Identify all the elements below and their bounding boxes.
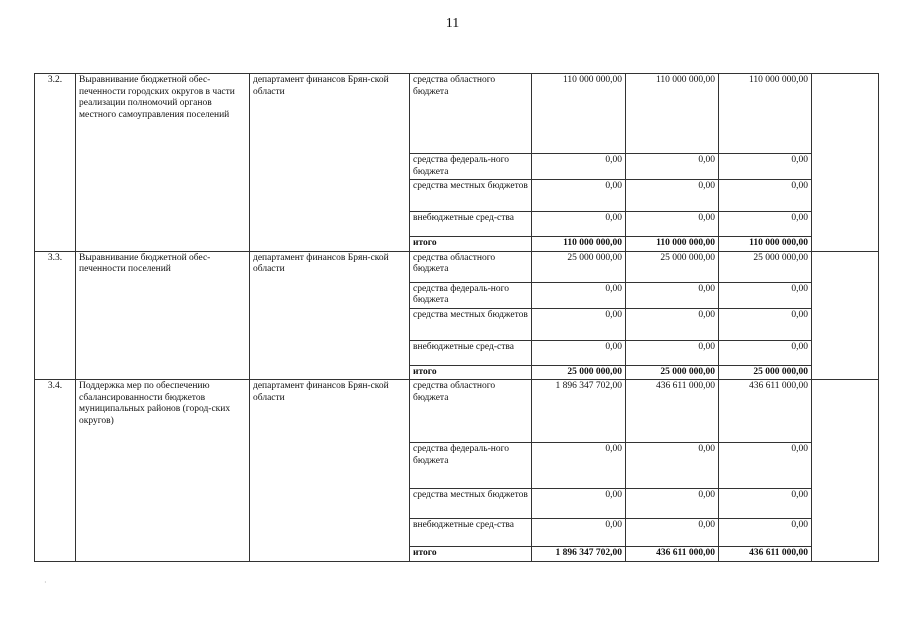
total-amount: 1 896 347 702,00 — [532, 547, 626, 562]
amount-cell: 0,00 — [719, 443, 812, 489]
amount-cell: 110 000 000,00 — [626, 74, 719, 154]
page-number: 11 — [445, 16, 460, 31]
amount-cell: 436 611 000,00 — [626, 380, 719, 443]
source-label: средства местных бюджетов — [410, 308, 532, 340]
empty-cell — [812, 74, 879, 252]
amount-cell: 0,00 — [719, 340, 812, 365]
source-label: внебюджетные сред-ства — [410, 519, 532, 547]
source-label: средства областного бюджета — [410, 251, 532, 282]
total-amount: 25 000 000,00 — [626, 365, 719, 380]
total-amount: 110 000 000,00 — [626, 237, 719, 252]
amount-cell: 110 000 000,00 — [719, 74, 812, 154]
amount-cell: 0,00 — [532, 340, 626, 365]
source-label: средства местных бюджетов — [410, 489, 532, 519]
source-label: средства федераль-ного бюджета — [410, 282, 532, 308]
total-amount: 25 000 000,00 — [719, 365, 812, 380]
amount-cell: 0,00 — [719, 282, 812, 308]
amount-cell: 0,00 — [626, 180, 719, 212]
amount-cell: 25 000 000,00 — [719, 251, 812, 282]
source-label: средства федераль-ного бюджета — [410, 443, 532, 489]
amount-cell: 0,00 — [532, 154, 626, 180]
source-label: средства областного бюджета — [410, 74, 532, 154]
total-label: итого — [410, 547, 532, 562]
amount-cell: 0,00 — [719, 180, 812, 212]
source-label: средства местных бюджетов — [410, 180, 532, 212]
amount-cell: 0,00 — [532, 180, 626, 212]
amount-cell: 0,00 — [719, 154, 812, 180]
table-row — [35, 380, 879, 443]
amount-cell: 0,00 — [626, 443, 719, 489]
source-label: внебюджетные сред-ства — [410, 212, 532, 237]
source-label: средства федераль-ного бюджета — [410, 154, 532, 180]
item-name: Выравнивание бюджетной обес-печенности поселений — [76, 251, 250, 380]
item-name: Поддержка мер по обеспечению сбалансированности бюджетов муниципальных районов (город-ских округов) — [76, 380, 250, 562]
item-number: 3.4. — [35, 380, 76, 562]
amount-cell: 0,00 — [532, 519, 626, 547]
empty-cell — [812, 251, 879, 380]
item-name: Выравнивание бюджетной обес-печенности городских округов в части реализации полномочий органов местного самоуправления поселений — [76, 74, 250, 252]
total-amount: 110 000 000,00 — [532, 237, 626, 252]
total-amount: 110 000 000,00 — [719, 237, 812, 252]
amount-cell: 0,00 — [626, 308, 719, 340]
total-amount: 25 000 000,00 — [532, 365, 626, 380]
total-amount: 436 611 000,00 — [719, 547, 812, 562]
amount-cell: 25 000 000,00 — [532, 251, 626, 282]
amount-cell: 0,00 — [532, 282, 626, 308]
table-row — [35, 74, 879, 154]
amount-cell: 0,00 — [626, 282, 719, 308]
amount-cell: 0,00 — [719, 489, 812, 519]
amount-cell: 0,00 — [626, 212, 719, 237]
item-executor: департамент финансов Брян-ской области — [250, 380, 410, 562]
budget-table — [34, 73, 879, 562]
amount-cell: 1 896 347 702,00 — [532, 380, 626, 443]
item-number: 3.3. — [35, 251, 76, 380]
amount-cell: 0,00 — [626, 489, 719, 519]
total-amount: 436 611 000,00 — [626, 547, 719, 562]
amount-cell: 0,00 — [719, 212, 812, 237]
empty-cell — [812, 380, 879, 562]
amount-cell: 0,00 — [719, 519, 812, 547]
total-label: итого — [410, 365, 532, 380]
item-executor: департамент финансов Брян-ской области — [250, 251, 410, 380]
source-label: средства областного бюджета — [410, 380, 532, 443]
item-number: 3.2. — [35, 74, 76, 252]
amount-cell: 0,00 — [719, 308, 812, 340]
amount-cell: 0,00 — [626, 340, 719, 365]
total-label: итого — [410, 237, 532, 252]
amount-cell: 436 611 000,00 — [719, 380, 812, 443]
table-row — [35, 251, 879, 282]
source-label: внебюджетные сред-ства — [410, 340, 532, 365]
amount-cell: 110 000 000,00 — [532, 74, 626, 154]
amount-cell: 0,00 — [626, 519, 719, 547]
amount-cell: 25 000 000,00 — [626, 251, 719, 282]
scan-speck: · — [44, 578, 47, 587]
amount-cell: 0,00 — [532, 212, 626, 237]
amount-cell: 0,00 — [532, 308, 626, 340]
amount-cell: 0,00 — [626, 154, 719, 180]
amount-cell: 0,00 — [532, 443, 626, 489]
item-executor: департамент финансов Брян-ской области — [250, 74, 410, 252]
amount-cell: 0,00 — [532, 489, 626, 519]
